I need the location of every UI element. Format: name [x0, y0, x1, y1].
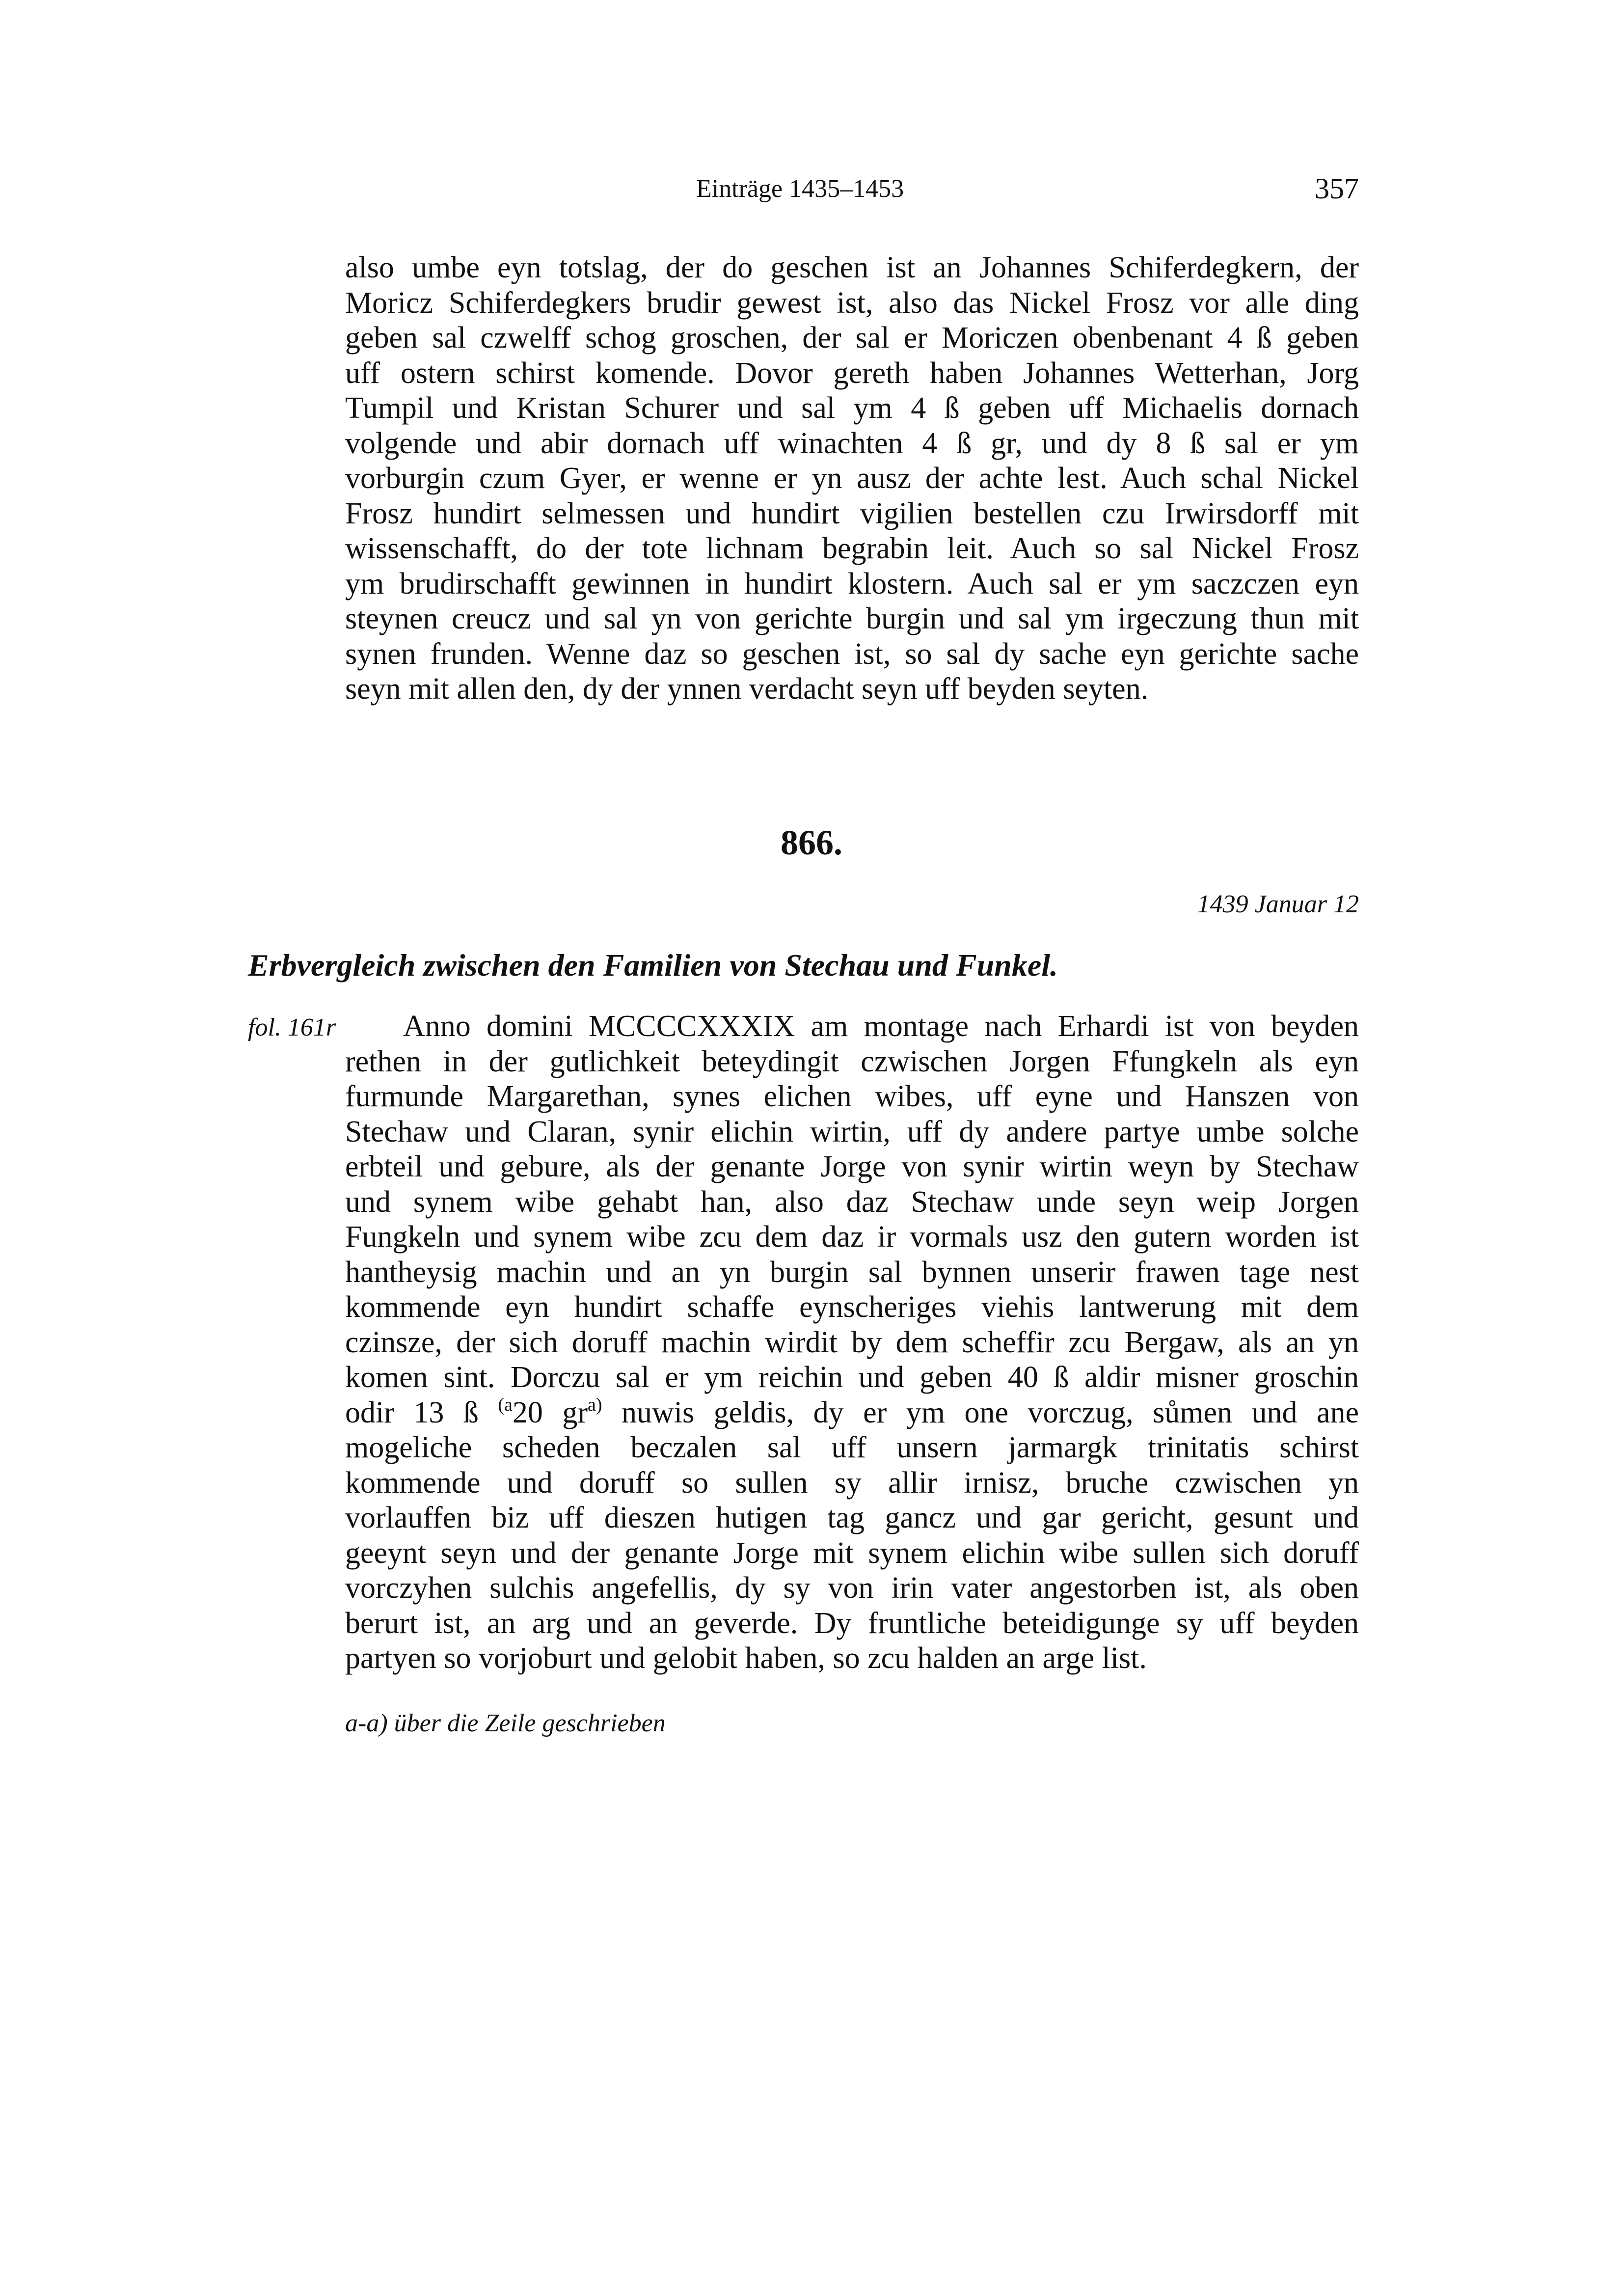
text-line: steynen creucz und sal yn von gerichte burgin und sal ym irgeczung thun mit	[345, 602, 1359, 635]
text-line: geeynt seyn und der genante Jorge mit synem elichin wibe sullen sich doruff	[345, 1536, 1359, 1570]
entry-number: 866.	[781, 823, 842, 862]
entry-title: Erbvergleich zwischen den Familien von Stechau und Funkel.	[248, 948, 1058, 983]
text-line: ym brudirschafft gewinnen in hundirt klostern. Auch sal er ym saczczen eyn	[345, 567, 1359, 601]
text-line: seyn mit allen den, dy der ynnen verdacht seyn uff beyden seyten.	[345, 672, 1149, 706]
text-line: Fungkeln und synem wibe zcu dem daz ir vormals usz den gutern worden ist	[345, 1220, 1359, 1254]
running-title: Einträge 1435–1453	[696, 175, 904, 203]
text-fragment: odir 13 ß	[345, 1395, 498, 1429]
page-number: 357	[1315, 172, 1359, 205]
text-line: mogeliche scheden beczalen sal uff unsern jarmargk trinitatis schirst	[345, 1431, 1359, 1464]
text-fragment: nuwis geldis, dy er ym one vorczug, sůmen und ane	[602, 1395, 1359, 1429]
text-line: Stechaw und Claran, synir elichin wirtin, uff dy andere partye umbe solche	[345, 1115, 1359, 1148]
folio-reference: fol. 161r	[248, 1013, 336, 1041]
text-line: hantheysig machin und an yn burgin sal bynnen unserir frawen tage nest	[345, 1255, 1359, 1289]
continuation-paragraph	[345, 250, 1359, 707]
text-line: Tumpil und Kristan Schurer und sal ym 4 ß geben uff Michaelis dornach	[345, 391, 1359, 425]
text-line: wissenschafft, do der tote lichnam begrabin leit. Auch so sal Nickel Frosz	[345, 532, 1359, 565]
text-line: rethen in der gutlichkeit beteydingit czwischen Jorgen Ffungkeln als eyn	[345, 1044, 1359, 1078]
text-line: furmunde Margarethan, synes elichen wibes, uff eyne und Hanszen von	[345, 1080, 1359, 1113]
text-line: vorburgin czum Gyer, er wenne er yn ausz der achte lest. Auch schal Nickel	[345, 462, 1359, 495]
text-line: erbteil und gebure, als der genante Jorge von synir wirtin weyn by Stechaw	[345, 1150, 1359, 1183]
footnote-marker-close: a)	[587, 1394, 602, 1415]
entry-date: 1439 Januar 12	[1197, 890, 1359, 918]
text-line: kommende eyn hundirt schaffe eynscheriges viehis lantwerung mit dem	[345, 1290, 1359, 1324]
footnote: a-a) über die Zeile geschrieben	[345, 1709, 666, 1737]
text-line-with-annotation	[345, 1395, 1359, 1431]
text-line: uff ostern schirst komende. Dovor gereth haben Johannes Wetterhan, Jorg	[345, 356, 1359, 390]
text-line: volgende und abir dornach uff winachten 4 ß gr, und dy 8 ß sal er ym	[345, 426, 1359, 460]
text-line: geben sal czwelff schog groschen, der sal er Moriczen obenbenant 4 ß geben	[345, 321, 1359, 355]
text-line: Frosz hundirt selmessen und hundirt vigilien bestellen czu Irwirsdorff mit	[345, 496, 1359, 530]
text-line: komen sint. Dorczu sal er ym reichin und geben 40 ß aldir misner groschin	[345, 1361, 1359, 1394]
text-line: vorlauffen biz uff dieszen hutigen tag gancz und gar gericht, gesunt und	[345, 1501, 1359, 1534]
text-line: czinsze, der sich doruff machin wirdit by dem scheffir zcu Bergaw, als an yn	[345, 1325, 1359, 1359]
text-line: partyen so vorjoburt und gelobit haben, so zcu halden an arge list.	[345, 1641, 1147, 1675]
text-line: und synem wibe gehabt han, also daz Stechaw unde seyn weip Jorgen	[345, 1185, 1359, 1219]
text-line: also umbe eyn totslag, der do geschen ist an Johannes Schiferdegkern, der	[345, 251, 1359, 284]
text-line: kommende und doruff so sullen sy allir irnisz, bruche czwischen yn	[345, 1466, 1359, 1500]
entry-paragraph	[345, 1009, 1359, 1676]
text-line: Moricz Schiferdegkers brudir gewest ist, also das Nickel Frosz vor alle ding	[345, 286, 1359, 320]
footnote-marker-open: (a	[498, 1394, 513, 1415]
text-fragment: 20 gr	[512, 1395, 588, 1429]
text-line: synen frunden. Wenne daz so geschen ist, so sal dy sache eyn gerichte sache	[345, 637, 1359, 671]
text-line: Anno domini MCCCCXXXIX am montage nach Erhardi ist von beyden	[403, 1010, 1359, 1043]
text-line: vorczyhen sulchis angefellis, dy sy von irin vater angestorben ist, als oben	[345, 1571, 1359, 1605]
text-line: berurt ist, an arg und an geverde. Dy fruntliche beteidigunge sy uff beyden	[345, 1606, 1359, 1640]
